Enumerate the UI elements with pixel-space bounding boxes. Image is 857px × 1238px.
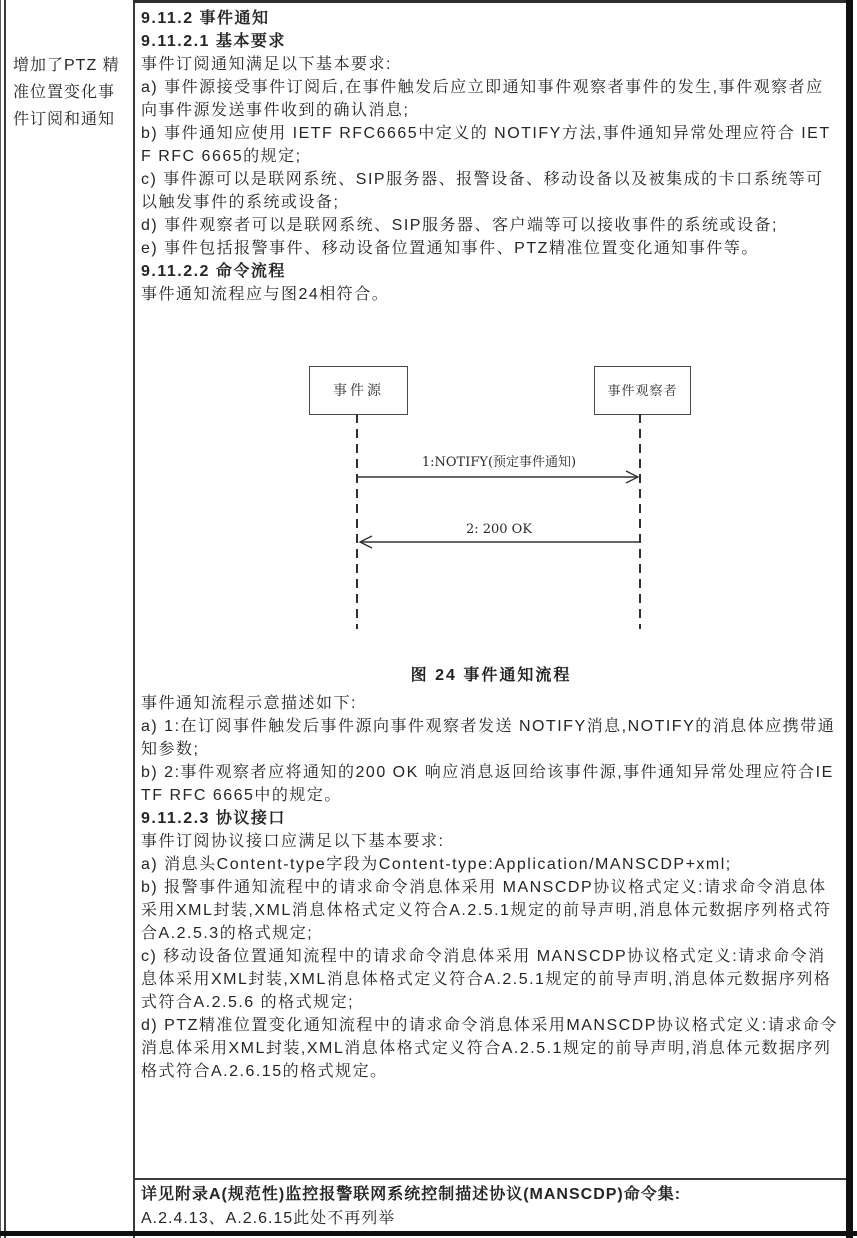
protocol-interface-item-c: c) 移动设备位置通知流程中的请求命令消息体采用 MANSCDP协议格式定义:请求命令消息体采用XML封装,XML消息体格式定义符合A.2.5.1规定的前导声明,消息体元数据序列格式符合A.2.5.6 的格式规定; — [141, 948, 832, 1011]
appendix-reference-cell — [135, 1180, 846, 1231]
basic-requirement-item-a: a) 事件源接受事件订阅后,在事件触发后应立即通知事件观察者事件的发生,事件观察者应向事件源发送事件收到的确认消息; — [141, 79, 824, 119]
protocol-interface-intro: 事件订阅协议接口应满足以下基本要求: — [141, 833, 445, 850]
event-source-box: 事件源 — [309, 366, 408, 415]
basic-requirement-item-d: d) 事件观察者可以是联网系统、SIP服务器、客户端等可以接收事件的系统或设备; — [141, 217, 778, 234]
clause-content-cell — [135, 3, 846, 1178]
table-left-inner-border — [4, 0, 6, 1238]
basic-requirement-item-c: c) 事件源可以是联网系统、SIP服务器、报警设备、移动设备以及被集成的卡口系统等可以触发事件的系统或设备; — [141, 171, 824, 211]
table-right-border — [846, 0, 853, 1238]
appendix-reference-title: 详见附录A(规范性)监控报警联网系统控制描述协议(MANSCDP)命令集: — [141, 1186, 682, 1203]
flow-description-item-a: a) 1:在订阅事件触发后事件源向事件观察者发送 NOTIFY消息,NOTIFY的消息体应携带通知参数; — [141, 718, 836, 758]
heading-basic-requirements: 9.11.2.1 基本要求 — [141, 33, 286, 50]
figure-24-caption: 图 24 事件通知流程 — [410, 667, 572, 684]
appendix-reference-detail: A.2.4.13、A.2.6.15此处不再列举 — [141, 1210, 396, 1227]
heading-event-notification: 9.11.2 事件通知 — [141, 10, 270, 27]
revision-note-text: 增加了PTZ 精准位置变化事件订阅和通知 — [13, 57, 120, 128]
heading-protocol-interface: 9.11.2.3 协议接口 — [141, 810, 286, 827]
basic-requirement-item-e: e) 事件包括报警事件、移动设备位置通知事件、PTZ精准位置变化通知事件等。 — [141, 240, 759, 257]
event-observer-box: 事件观察者 — [594, 366, 691, 415]
protocol-interface-item-a: a) 消息头Content-type字段为Content-type:Application/MANSCDP+xml; — [141, 856, 732, 873]
table-bottom-border — [0, 1231, 857, 1236]
heading-command-flow: 9.11.2.2 命令流程 — [141, 263, 286, 280]
basic-requirement-item-b: b) 事件通知应使用 IETF RFC6665中定义的 NOTIFY方法,事件通知异常处理应符合 IETF RFC 6665的规定; — [141, 125, 831, 165]
flow-description-intro: 事件通知流程示意描述如下: — [141, 695, 357, 712]
notify-arrow-icon — [357, 470, 641, 484]
basic-requirements-intro: 事件订阅通知满足以下基本要求: — [141, 56, 392, 73]
notify-message-label: 1:NOTIFY(预定事件通知) — [421, 455, 577, 470]
protocol-interface-item-b: b) 报警事件通知流程中的请求命令消息体采用 MANSCDP协议格式定义:请求命令消息体采用XML封装,XML消息体格式定义符合A.2.5.1规定的前导声明,消息体元数据序列格式符合A.2.5.3的格式规定; — [141, 879, 832, 942]
flow-description-item-b: b) 2:事件观察者应将通知的200 OK 响应消息返回给该事件源,事件通知异常处理应符合IETF RFC 6665中的规定。 — [141, 764, 834, 804]
ok-response-arrow-icon — [357, 535, 641, 549]
command-flow-intro: 事件通知流程应与图24相符合。 — [141, 286, 390, 303]
table-left-outer-border — [0, 0, 1, 1238]
sequence-diagram-figure-24 — [141, 336, 840, 692]
ok-response-label: 2: 200 OK — [465, 522, 533, 537]
protocol-interface-item-d: d) PTZ精准位置变化通知流程中的请求命令消息体采用MANSCDP协议格式定义:请求命令 消息体采用XML封装,XML消息体格式定义符合A.2.5.1规定的前导声明,消息体元数据序列格式符合A.2.6.15的格式规定。 — [141, 1017, 838, 1080]
